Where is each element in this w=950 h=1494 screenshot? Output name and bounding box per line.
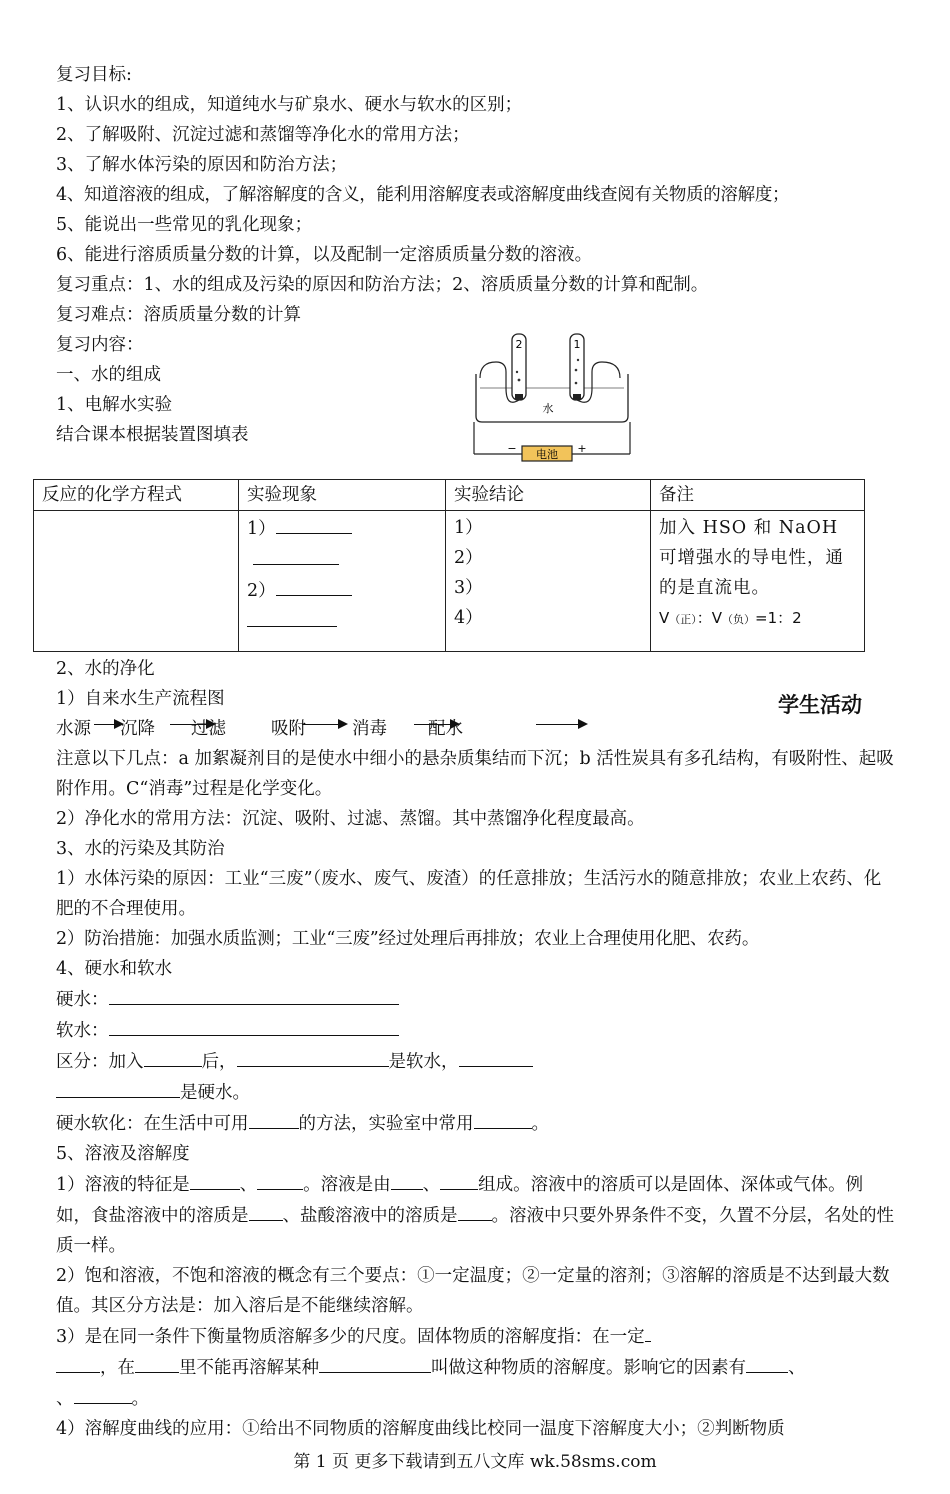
- purification-methods: 2）净化水的常用方法：沉淀、吸附、过滤、蒸馏。其中蒸馏净化程度最高。: [56, 809, 645, 829]
- objective-item: 1、认识水的组成，知道纯水与矿泉水、硬水与软水的区别；: [56, 95, 523, 115]
- solution-p4: 4）溶解度曲线的应用：①给出不同物质的溶解度曲线比校同一温度下溶解度大小；②判断物质: [56, 1419, 785, 1439]
- soften-c: 。: [531, 1114, 549, 1134]
- phenomena-cell: [239, 511, 446, 652]
- ratio-value: =1：2: [755, 609, 802, 627]
- header-equation: 反应的化学方程式: [34, 480, 239, 511]
- flow-arrow-icon: [94, 724, 122, 725]
- conclusion-cell: [446, 511, 651, 652]
- electrolysis-title: 1、电解水实验: [56, 395, 173, 415]
- p1-c: 。溶液是由: [303, 1175, 391, 1195]
- distinguish-b: 后，: [201, 1052, 237, 1072]
- pollution-measures: 2）防治措施：加强水质监测；工业“三废”经过处理后再排放；农业上合理使用化肥、农药。: [56, 929, 760, 949]
- soften-line: [56, 1108, 898, 1139]
- notes-cell: [651, 511, 865, 652]
- flow-step: 过滤: [191, 719, 226, 739]
- content-title: 复习内容：: [56, 335, 144, 355]
- distinguish-line: [56, 1046, 898, 1077]
- p1-d: 、: [422, 1175, 441, 1195]
- flow-arrow-icon: [536, 724, 586, 725]
- objective-item: 6、能进行溶质质量分数的计算，以及配制一定溶质质量分数的溶液。: [56, 245, 593, 265]
- solution-p3: [56, 1321, 898, 1414]
- soft-label: 软水：: [56, 1021, 109, 1041]
- electrolysis-diagram: [470, 328, 635, 463]
- equation-cell: [34, 511, 239, 652]
- flow-step: 消毒: [352, 719, 387, 739]
- header-notes: 备注: [651, 480, 865, 511]
- hardwater-def: [56, 984, 898, 1015]
- distinguish-d: 是硬水。: [180, 1083, 250, 1103]
- table-header-row: [34, 480, 865, 511]
- objective-item: 5、能说出一些常见的乳化现象；: [56, 215, 313, 235]
- ratio-positive: （正）: [669, 613, 697, 626]
- ratio-v2: V: [711, 609, 723, 627]
- header-phenomena: 实验现象: [239, 480, 446, 511]
- purification-title: 2、水的净化: [56, 659, 155, 679]
- ratio-v1: V: [659, 609, 670, 627]
- pollution-causes: 1）水体污染的原因：工业“三废”（废水、废气、废渣）的任意排放；生活污水的随意排放；农业上农药、化肥的不合理使用。: [56, 869, 882, 919]
- distinguish-a: 区分：加入: [56, 1052, 144, 1072]
- objective-item: 3、了解水体污染的原因和防治方法；: [56, 155, 348, 175]
- purification-notes: 注意以下几点：a 加絮凝剂目的是使水中细小的悬杂质集结而下沉；b 活性炭具有多孔结构，有吸附性、起吸附作用。C“消毒”过程是化学变化。: [56, 749, 894, 799]
- main-text: [56, 744, 898, 1444]
- p1-b: 、: [239, 1175, 258, 1195]
- p3-d: 叫做这种物质的溶解度。影响它的因素有: [431, 1358, 746, 1378]
- soften-b: 的方法，实验室中常用: [298, 1114, 474, 1134]
- p3-f: 、: [56, 1389, 74, 1409]
- battery-label: 电池: [536, 448, 558, 461]
- minus-sign: −: [507, 442, 517, 455]
- ratio-negative: （负）: [722, 613, 756, 626]
- right-tube-label: 1: [573, 338, 581, 351]
- solution-p2: 2）饱和溶液，不饱和溶液的概念有三个要点：①一定温度；②一定量的溶剂；③溶解的溶质是不达到最大数值。其区分方法是：加入溶后是不能继续溶解。: [56, 1266, 890, 1316]
- p1-e: 组成。溶液中的溶质可以是固体、深体或气体。例如，食盐溶液中的溶质是: [56, 1175, 864, 1226]
- flow-step: 水源: [56, 719, 91, 739]
- soften-a: 硬水软化：在生活中可用: [56, 1114, 249, 1134]
- p3-g: 。: [131, 1389, 149, 1409]
- objectives-title: 复习目标:: [56, 65, 132, 85]
- flow-title: 1）自来水生产流程图: [56, 689, 225, 709]
- p3-c: 里不能再溶解某种: [179, 1358, 319, 1378]
- conclusion-item: 4）: [454, 608, 483, 628]
- conclusion-item: 1）: [454, 518, 483, 538]
- page-footer: 第 1 页 更多下载请到五八文库 wk.58sms.com: [293, 1452, 657, 1472]
- student-activity-label: 学生活动: [778, 693, 862, 717]
- p1-a: 1）溶液的特征是: [56, 1175, 190, 1195]
- flow-step: 吸附: [271, 719, 306, 739]
- phenomena-item: 1）: [247, 519, 276, 539]
- p1-f: 、盐酸溶液中的溶质是: [282, 1206, 458, 1226]
- p3-a: 3）是在同一条件下衡量物质溶解多少的尺度。固体物质的溶解度指：在一定: [56, 1327, 645, 1347]
- notes-text: 加入 HSO 和 NaOH 可增强水的导电性，通的是直流电。: [659, 518, 844, 598]
- objective-item: 2、了解吸附、沉淀过滤和蒸馏等净化水的常用方法；: [56, 125, 470, 145]
- hardwater-title: 4、硬水和软水: [56, 959, 173, 979]
- conclusion-item: 3）: [454, 578, 483, 598]
- left-tube-label: 2: [515, 338, 523, 351]
- volume-ratio: [659, 603, 856, 635]
- electrolysis-table: [33, 479, 865, 652]
- phenomena-item: 2）: [247, 581, 276, 601]
- table-row: [34, 511, 865, 652]
- solution-title: 5、溶液及溶解度: [56, 1144, 190, 1164]
- water-label: 水: [542, 402, 554, 415]
- distinguish-line-2: [56, 1077, 898, 1108]
- p3-e: 、: [788, 1358, 806, 1378]
- header-conclusion: 实验结论: [446, 480, 651, 511]
- flow-arrow-icon: [170, 724, 214, 725]
- section-water-composition: 一、水的组成: [56, 365, 161, 385]
- flow-arrow-icon: [414, 724, 458, 725]
- distinguish-c: 是软水，: [388, 1052, 459, 1072]
- plus-sign: +: [577, 442, 587, 455]
- pollution-title: 3、水的污染及其防治: [56, 839, 225, 859]
- flow-arrow-icon: [302, 724, 346, 725]
- objective-item: 4、知道溶液的组成，了解溶解度的含义，能利用溶解度表或溶解度曲线查阅有关物质的溶解度；: [56, 185, 790, 205]
- ratio-colon: ：: [696, 609, 712, 627]
- key-points: 复习重点：1、水的组成及污染的原因和防治方法；2、溶质质量分数的计算和配制。: [56, 275, 709, 295]
- solution-p1: [56, 1169, 898, 1261]
- p1-g: 。溶液中只要外界条件不变，久置不分层，名处的性质一样。: [56, 1206, 894, 1256]
- difficulty: 复习难点：溶质质量分数的计算: [56, 305, 301, 325]
- flow-step: 沉降: [120, 719, 155, 739]
- softwater-def: [56, 1015, 898, 1046]
- conclusion-item: 2）: [454, 548, 483, 568]
- flow-step: 配水: [428, 719, 463, 739]
- table-instruction: 结合课本根据装置图填表: [56, 425, 249, 445]
- hard-label: 硬水：: [56, 990, 109, 1010]
- p3-b: ，在: [100, 1358, 135, 1378]
